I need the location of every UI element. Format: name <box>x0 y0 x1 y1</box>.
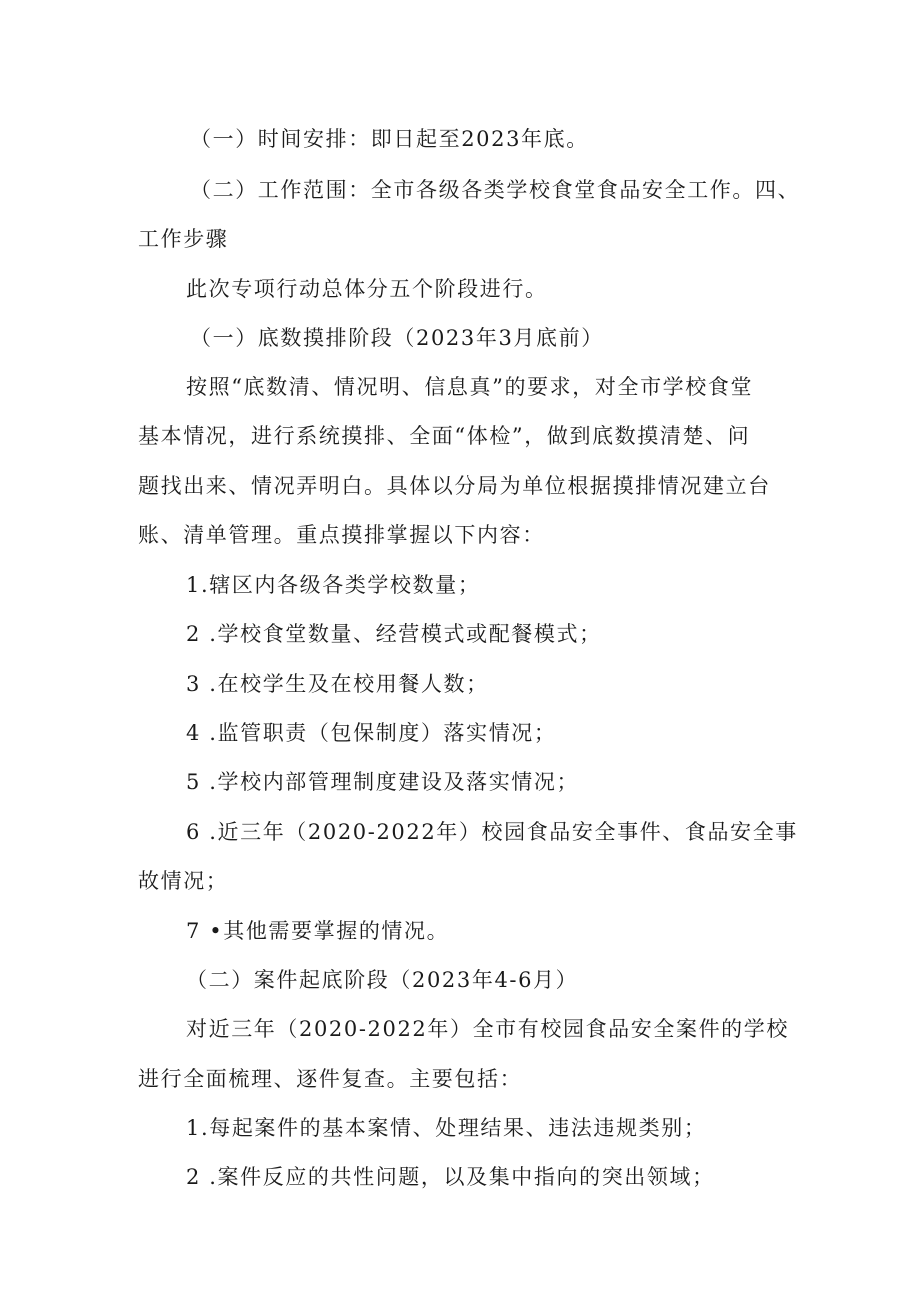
stage-1-heading: （一）底数摸排阶段（2023年3月底前） <box>190 326 604 350</box>
list-item-4: 4 .监管职责（包保制度）落实情况； <box>186 721 557 745</box>
list-item-2: 2 .学校食堂数量、经营模式或配餐模式； <box>186 622 602 646</box>
stage-1-paragraph-line-3: 题找出来、情况弄明白。具体以分局为单位根据摸排情况建立台 <box>138 474 771 498</box>
list-item-1: 1.辖区内各级各类学校数量； <box>186 573 481 597</box>
case-item-1: 1.每起案件的基本案情、处理结果、违法违规类别； <box>186 1116 707 1140</box>
stage-2-paragraph-line-2: 进行全面梳理、逐件复查。主要包括： <box>138 1067 523 1091</box>
list-item-7: 7 •其他需要掌握的情况。 <box>186 919 450 943</box>
stage-1-paragraph-line-1: 按照“底数清、情况明、信息真”的要求，对全市学校食堂 <box>186 375 754 399</box>
stage-1-paragraph-line-2: 基本情况，进行系统摸排、全面“体检”，做到底数摸清楚、问 <box>138 424 751 448</box>
list-item-3: 3 .在校学生及在校用餐人数； <box>186 672 489 696</box>
work-scope: （二）工作范围：全市各级各类学校食堂食品安全工作。四、 <box>190 178 801 202</box>
stage-2-heading: （二）案件起底阶段（2023年4-6月） <box>186 968 579 992</box>
list-item-6-line-1: 6 .近三年（2020-2022年）校园食品安全事件、食品安全事 <box>186 820 798 844</box>
stage-1-paragraph-line-4: 账、清单管理。重点摸排掌握以下内容： <box>138 523 545 547</box>
work-steps-heading: 工作步骤 <box>138 227 229 251</box>
time-arrangement: （一）时间安排：即日起至2023年底。 <box>190 127 589 151</box>
stages-intro: 此次专项行动总体分五个阶段进行。 <box>186 277 548 301</box>
list-item-5: 5 .学校内部管理制度建设及落实情况； <box>186 770 580 794</box>
case-item-2: 2 .案件反应的共性问题，以及集中指向的突出领域； <box>186 1165 715 1189</box>
list-item-6-line-2: 故情况； <box>138 869 229 893</box>
stage-2-paragraph-line-1: 对近三年（2020-2022年）全市有校园食品安全案件的学校 <box>186 1017 789 1041</box>
